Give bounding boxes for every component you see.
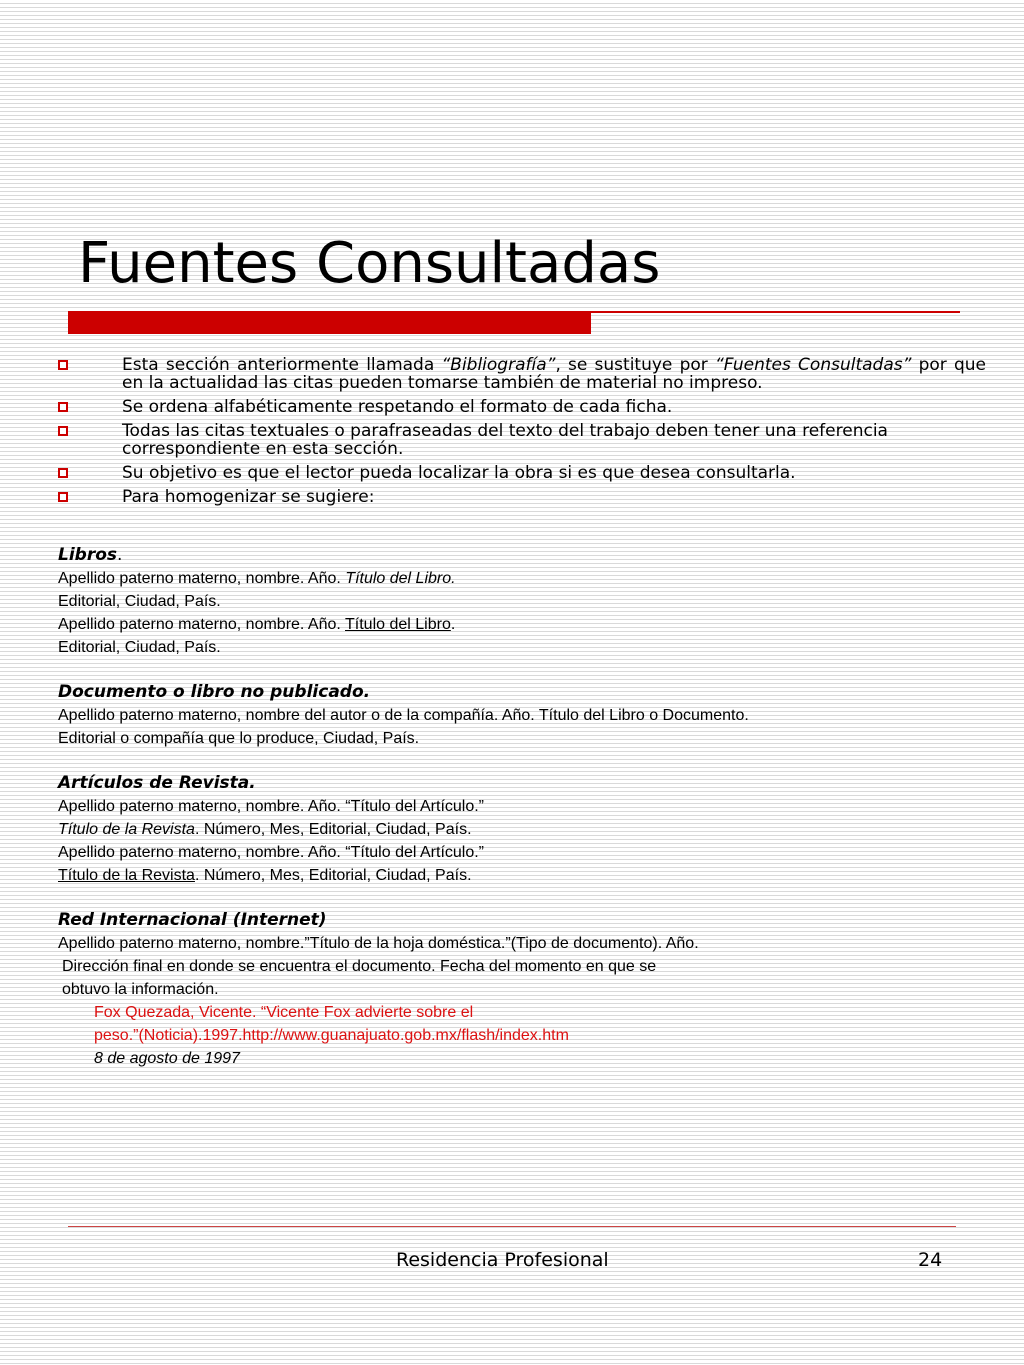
libros-ref-line: Apellido paterno materno, nombre. Año. Título del Libro. (58, 616, 456, 633)
internet-example-line: peso.”(Noticia).1997.http://www.guanajuato.gob.mx/flash/index.htm (94, 1027, 569, 1044)
documento-ref-line: Editorial o compañía que lo produce, Ciudad, País. (58, 730, 420, 747)
libros-ref-line: Editorial, Ciudad, País. (58, 639, 221, 656)
internet-ref-line: obtuvo la información. (62, 981, 219, 998)
page-number: 24 (918, 1249, 943, 1271)
title-underline-bar (68, 311, 591, 334)
bullet-text: Se ordena alfabéticamente respetando el formato de cada ficha. (122, 397, 673, 417)
articulos-heading: Artículos de Revista. (58, 773, 256, 793)
square-bullet-icon (58, 492, 68, 502)
bullet-item (58, 356, 986, 392)
internet-heading: Red Internacional (Internet) (58, 910, 327, 930)
documento-ref-line: Apellido paterno materno, nombre del autor o de la compañía. Año. Título del Libro o Documento. (58, 707, 749, 724)
bullet-item (58, 422, 986, 458)
articulos-ref-line: Apellido paterno materno, nombre. Año. “Título del Artículo.” (58, 844, 485, 861)
internet-example-line: Fox Quezada, Vicente. “Vicente Fox advierte sobre el (94, 1004, 474, 1021)
bullet-text: Todas las citas textuales o parafraseadas del texto del trabajo deben tener una referencia correspondiente en esta sección. (122, 421, 888, 459)
slide-title: Fuentes Consultadas (78, 231, 661, 296)
square-bullet-icon (58, 360, 68, 370)
internet-example-date: 8 de agosto de 1997 (94, 1050, 240, 1067)
square-bullet-icon (58, 402, 68, 412)
documento-heading: Documento o libro no publicado. (58, 682, 371, 702)
internet-ref-line: Apellido paterno materno, nombre.”Título de la hoja doméstica.”(Tipo de documento). Año. (58, 935, 699, 952)
articulos-ref-line: Título de la Revista. Número, Mes, Editorial, Ciudad, País. (58, 821, 472, 838)
bullet-item (58, 398, 986, 416)
bullet-text: Esta sección anteriormente llamada “Bibliografía”, se sustituye por “Fuentes Consultadas” por que en la actualidad las citas pueden tomarse también de material no impreso. (122, 355, 987, 393)
articulos-ref-line: Apellido paterno materno, nombre. Año. “Título del Artículo.” (58, 798, 485, 815)
bullet-text: Para homogenizar se sugiere: (122, 487, 375, 507)
bullet-list (58, 356, 986, 512)
title-underline-rule (591, 311, 960, 313)
footer-rule (68, 1226, 956, 1227)
articulos-ref-line: Título de la Revista. Número, Mes, Editorial, Ciudad, País. (58, 867, 472, 884)
footer-text: Residencia Profesional (396, 1249, 609, 1271)
bullet-item (58, 488, 986, 506)
bullet-item (58, 464, 986, 482)
libros-heading: Libros. (58, 545, 123, 565)
reference-formats (58, 544, 978, 1070)
internet-ref-line: Dirección final en donde se encuentra el documento. Fecha del momento en que se (62, 958, 657, 975)
libros-ref-line: Editorial, Ciudad, País. (58, 593, 221, 610)
square-bullet-icon (58, 468, 68, 478)
square-bullet-icon (58, 426, 68, 436)
bullet-text: Su objetivo es que el lector pueda localizar la obra si es que desea consultarla. (122, 463, 796, 483)
libros-ref-line: Apellido paterno materno, nombre. Año. Título del Libro. (58, 570, 456, 587)
